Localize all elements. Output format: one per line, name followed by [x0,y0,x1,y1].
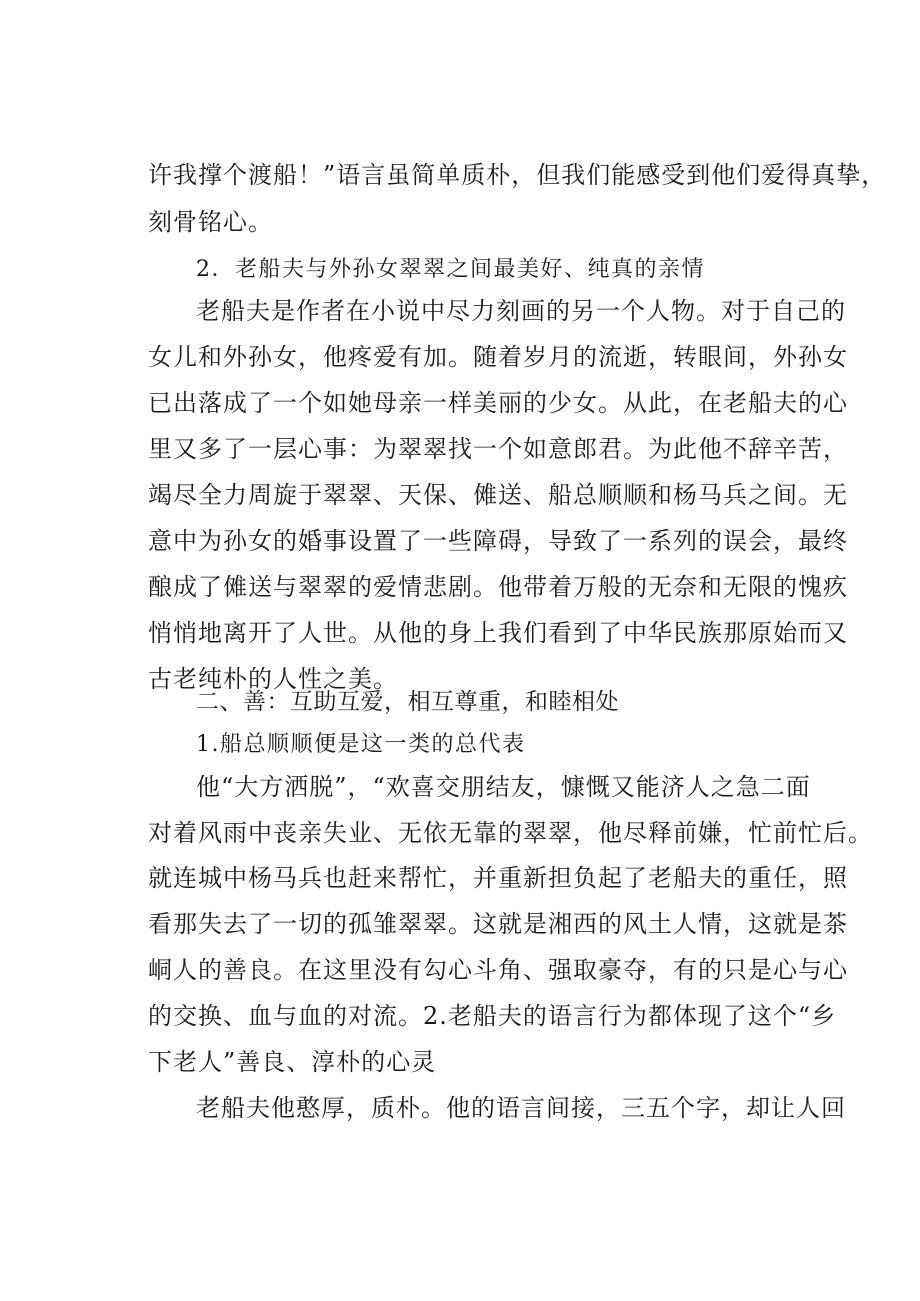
paragraph-line: 看那失去了一切的孤雏翠翠。这就是湘西的风土人情，这就是茶 [148,910,848,938]
paragraph-line: 酿成了傩送与翠翠的爱情悲剧。他带着万般的无奈和无限的愧疚 [148,573,848,601]
paragraph-line: 竭尽全力周旋于翠翠、天保、傩送、船总顺顺和杨马兵之间。无 [148,481,848,509]
paragraph-line: 老船夫是作者在小说中尽力刻画的另一个人物。对于自己的 [196,297,846,325]
paragraph-line: 对着风雨中丧亲失业、无依无靠的翠翠，他尽释前嫌，忙前忙后。 [148,819,873,847]
paragraph-line: 峒人的善良。在这里没有勾心斗角、强取豪夺，有的只是心与心 [148,956,848,984]
paragraph-line: 老船夫他憨厚，质朴。他的语言间接，三五个字，却让人回 [196,1094,846,1122]
subheading-1: 1.船总顺顺便是这一类的总代表 [196,732,526,757]
paragraph-line: 意中为孙女的婚事设置了一些障碍，导致了一系列的误会，最终 [148,527,848,555]
paragraph-line: 下老人”善良、淳朴的心灵 [148,1048,437,1076]
paragraph-line: 的交换、血与血的对流。2.老船夫的语言行为都体现了这个“乡 [148,1002,837,1030]
paragraph-line: 刻骨铭心。 [148,208,273,236]
paragraph-line: 已出落成了一个如她母亲一样美丽的少女。从此，在老船夫的心 [148,389,848,417]
paragraph-line: 许我撑个渡船！”语言虽简单质朴，但我们能感受到他们爱得真挚， [148,161,887,189]
subheading-2: 2．老船夫与外孙女翠翠之间最美好、纯真的亲情 [196,257,705,282]
paragraph-line: 女儿和外孙女，他疼爱有加。随着岁月的流逝，转眼间，外孙女 [148,343,848,371]
paragraph-line: 悄悄地离开了人世。从他的身上我们看到了中华民族那原始而又 [148,619,848,647]
paragraph-line: 里又多了一层心事：为翠翠找一个如意郎君。为此他不辞辛苦， [148,435,848,463]
paragraph-line: 古老纯朴的人性之美。 [148,665,398,693]
section-heading: 二、善：互助互爱，相互尊重，和睦相处 [196,689,619,715]
paragraph-line: 就连城中杨马兵也赶来帮忙，并重新担负起了老船夫的重任，照 [148,864,848,892]
paragraph-line: 他“大方洒脱”，“欢喜交朋结友，慷慨又能济人之急二面 [196,773,811,801]
